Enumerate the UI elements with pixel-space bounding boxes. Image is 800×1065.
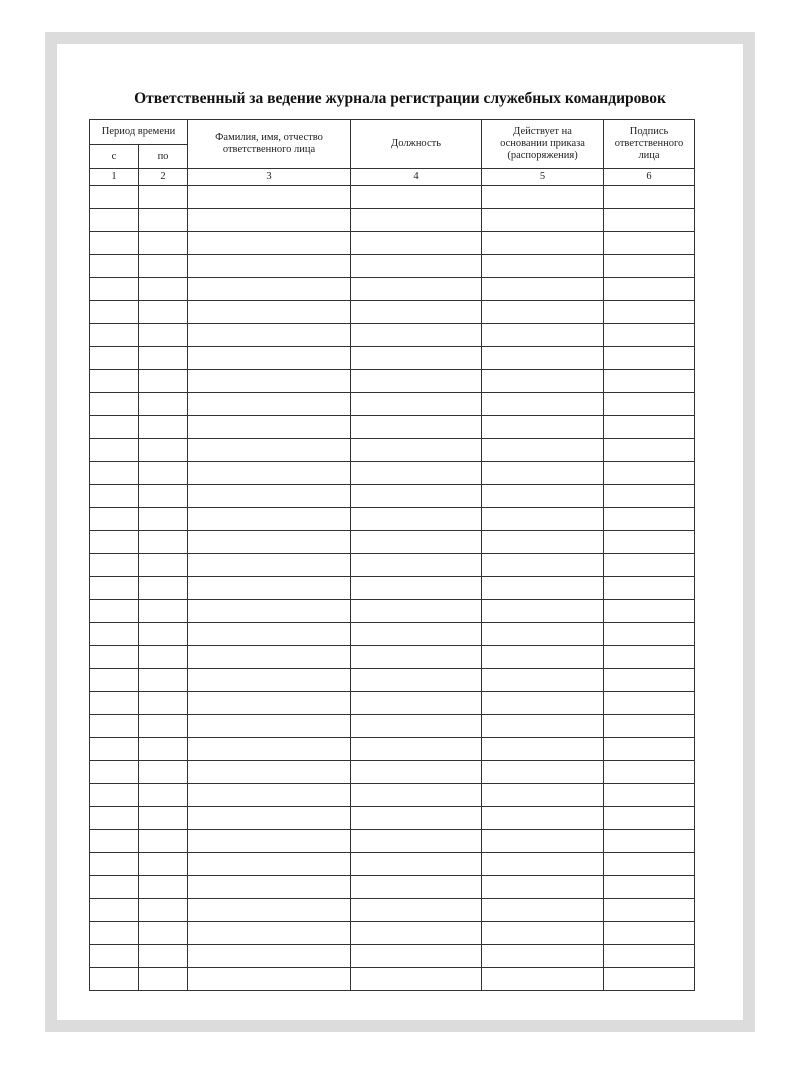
- table-row: [90, 577, 695, 600]
- table-cell: [188, 186, 351, 209]
- table-row: [90, 439, 695, 462]
- table-cell: [90, 209, 139, 232]
- table-cell: [351, 301, 482, 324]
- table-cell: [90, 692, 139, 715]
- table-cell: [188, 807, 351, 830]
- document-sheet: [57, 44, 743, 1020]
- table-cell: [139, 623, 188, 646]
- table-cell: [482, 255, 604, 278]
- table-cell: [188, 968, 351, 991]
- table-cell: [90, 508, 139, 531]
- table-cell: [351, 669, 482, 692]
- page-frame: [45, 32, 755, 1032]
- table-cell: [482, 393, 604, 416]
- table-cell: [90, 945, 139, 968]
- table-row: [90, 347, 695, 370]
- header-name: [188, 120, 351, 169]
- table-cell: [351, 485, 482, 508]
- table-row: [90, 485, 695, 508]
- table-cell: [90, 186, 139, 209]
- table-cell: [482, 485, 604, 508]
- table-cell: [604, 232, 695, 255]
- table-cell: [139, 462, 188, 485]
- column-number: 5: [482, 169, 604, 186]
- header-name-line1: Фамилия, имя, отчество: [215, 132, 323, 143]
- table-cell: [351, 370, 482, 393]
- table-cell: [604, 853, 695, 876]
- table-cell: [139, 508, 188, 531]
- table-cell: [188, 232, 351, 255]
- header-to: по: [139, 145, 188, 169]
- table-cell: [604, 347, 695, 370]
- table-cell: [604, 945, 695, 968]
- table-cell: [139, 876, 188, 899]
- table-row: [90, 761, 695, 784]
- table-cell: [482, 600, 604, 623]
- table-cell: [482, 853, 604, 876]
- table-cell: [482, 554, 604, 577]
- table-cell: [90, 646, 139, 669]
- table-cell: [188, 692, 351, 715]
- header-order-line3: (распоряжения): [507, 150, 578, 161]
- table-row: [90, 232, 695, 255]
- table-row: [90, 324, 695, 347]
- table-cell: [188, 945, 351, 968]
- column-number: 4: [351, 169, 482, 186]
- table-cell: [188, 922, 351, 945]
- table-cell: [90, 830, 139, 853]
- column-number: 2: [139, 169, 188, 186]
- table-cell: [351, 324, 482, 347]
- table-cell: [482, 876, 604, 899]
- table-cell: [351, 232, 482, 255]
- column-number: 3: [188, 169, 351, 186]
- table-cell: [188, 761, 351, 784]
- table-cell: [604, 692, 695, 715]
- column-number-row: [90, 169, 695, 186]
- table-cell: [188, 646, 351, 669]
- table-cell: [351, 899, 482, 922]
- table-cell: [188, 784, 351, 807]
- table-cell: [90, 347, 139, 370]
- table-cell: [188, 278, 351, 301]
- table-cell: [604, 738, 695, 761]
- table-row: [90, 876, 695, 899]
- table-cell: [482, 692, 604, 715]
- table-cell: [139, 439, 188, 462]
- table-cell: [351, 393, 482, 416]
- table-cell: [482, 646, 604, 669]
- table-cell: [351, 462, 482, 485]
- journal-table: [89, 119, 695, 991]
- table-row: [90, 554, 695, 577]
- table-cell: [90, 232, 139, 255]
- table-cell: [188, 209, 351, 232]
- table-cell: [351, 738, 482, 761]
- table-row: [90, 301, 695, 324]
- table-cell: [139, 922, 188, 945]
- table-row: [90, 370, 695, 393]
- table-cell: [90, 922, 139, 945]
- table-cell: [604, 669, 695, 692]
- table-cell: [188, 439, 351, 462]
- table-cell: [188, 462, 351, 485]
- table-cell: [604, 324, 695, 347]
- table-cell: [604, 784, 695, 807]
- table-cell: [482, 416, 604, 439]
- header-from: с: [90, 145, 139, 169]
- table-cell: [482, 531, 604, 554]
- table-cell: [604, 623, 695, 646]
- column-number: 1: [90, 169, 139, 186]
- table-cell: [139, 600, 188, 623]
- table-cell: [351, 853, 482, 876]
- table-cell: [139, 830, 188, 853]
- table-cell: [351, 646, 482, 669]
- table-cell: [188, 600, 351, 623]
- table-cell: [482, 623, 604, 646]
- table-row: [90, 922, 695, 945]
- table-cell: [351, 416, 482, 439]
- table-cell: [604, 646, 695, 669]
- table-cell: [351, 600, 482, 623]
- table-row: [90, 968, 695, 991]
- table-row: [90, 462, 695, 485]
- table-row: [90, 278, 695, 301]
- table-cell: [604, 485, 695, 508]
- table-row: [90, 807, 695, 830]
- table-cell: [139, 255, 188, 278]
- table-cell: [188, 485, 351, 508]
- table-cell: [604, 899, 695, 922]
- table-row: [90, 738, 695, 761]
- table-row: [90, 416, 695, 439]
- table-cell: [482, 669, 604, 692]
- table-cell: [482, 232, 604, 255]
- table-cell: [188, 416, 351, 439]
- table-cell: [351, 692, 482, 715]
- table-cell: [139, 807, 188, 830]
- table-cell: [139, 899, 188, 922]
- table-cell: [90, 876, 139, 899]
- table-cell: [482, 784, 604, 807]
- table-row: [90, 646, 695, 669]
- table-cell: [139, 416, 188, 439]
- table-cell: [90, 439, 139, 462]
- table-cell: [188, 255, 351, 278]
- table-cell: [604, 278, 695, 301]
- header-period: Период времени: [90, 120, 188, 145]
- table-cell: [90, 531, 139, 554]
- table-cell: [188, 324, 351, 347]
- table-cell: [482, 577, 604, 600]
- table-cell: [139, 278, 188, 301]
- table-cell: [482, 186, 604, 209]
- table-cell: [90, 301, 139, 324]
- table-cell: [351, 186, 482, 209]
- table-cell: [604, 761, 695, 784]
- header-signature-line3: лица: [638, 150, 660, 161]
- table-row: [90, 508, 695, 531]
- table-cell: [188, 577, 351, 600]
- table-cell: [482, 761, 604, 784]
- table-cell: [351, 807, 482, 830]
- table-cell: [351, 761, 482, 784]
- table-cell: [139, 715, 188, 738]
- table-cell: [482, 370, 604, 393]
- table-cell: [90, 899, 139, 922]
- table-cell: [188, 738, 351, 761]
- journal-body: [90, 186, 695, 991]
- table-cell: [188, 853, 351, 876]
- table-cell: [188, 531, 351, 554]
- table-cell: [351, 278, 482, 301]
- table-cell: [604, 301, 695, 324]
- table-row: [90, 669, 695, 692]
- header-order-line2: основании приказа: [500, 138, 585, 149]
- table-row: [90, 853, 695, 876]
- header-signature: [604, 120, 695, 169]
- table-cell: [90, 669, 139, 692]
- table-cell: [482, 738, 604, 761]
- table-cell: [351, 577, 482, 600]
- table-cell: [139, 692, 188, 715]
- table-cell: [139, 209, 188, 232]
- table-cell: [351, 715, 482, 738]
- table-cell: [351, 876, 482, 899]
- header-order: [482, 120, 604, 169]
- table-cell: [604, 508, 695, 531]
- table-row: [90, 255, 695, 278]
- table-cell: [139, 784, 188, 807]
- table-cell: [604, 416, 695, 439]
- table-cell: [139, 853, 188, 876]
- table-cell: [139, 393, 188, 416]
- table-cell: [188, 830, 351, 853]
- table-cell: [351, 439, 482, 462]
- table-cell: [351, 347, 482, 370]
- table-cell: [139, 347, 188, 370]
- table-cell: [482, 439, 604, 462]
- table-cell: [139, 945, 188, 968]
- header-position: Должность: [351, 120, 482, 169]
- table-cell: [90, 554, 139, 577]
- table-cell: [90, 807, 139, 830]
- table-cell: [604, 600, 695, 623]
- table-cell: [482, 945, 604, 968]
- table-cell: [482, 715, 604, 738]
- table-cell: [604, 577, 695, 600]
- table-cell: [188, 715, 351, 738]
- table-cell: [139, 485, 188, 508]
- table-cell: [139, 968, 188, 991]
- table-cell: [139, 324, 188, 347]
- table-cell: [188, 876, 351, 899]
- header-signature-line1: Подпись: [629, 126, 669, 137]
- table-cell: [139, 554, 188, 577]
- table-cell: [139, 577, 188, 600]
- table-cell: [604, 968, 695, 991]
- table-row: [90, 623, 695, 646]
- table-cell: [604, 830, 695, 853]
- table-cell: [90, 485, 139, 508]
- table-cell: [139, 669, 188, 692]
- table-row: [90, 715, 695, 738]
- table-cell: [482, 807, 604, 830]
- table-cell: [188, 301, 351, 324]
- table-cell: [90, 278, 139, 301]
- header-order-line1: Действует на: [513, 126, 572, 137]
- table-cell: [482, 462, 604, 485]
- table-cell: [604, 462, 695, 485]
- table-row: [90, 784, 695, 807]
- table-cell: [188, 554, 351, 577]
- table-cell: [604, 255, 695, 278]
- table-cell: [604, 186, 695, 209]
- table-cell: [90, 623, 139, 646]
- table-row: [90, 531, 695, 554]
- table-cell: [139, 531, 188, 554]
- table-cell: [351, 968, 482, 991]
- table-cell: [482, 922, 604, 945]
- document-title: Ответственный за ведение журнала регистрации служебных командировок: [134, 90, 666, 107]
- table-cell: [482, 347, 604, 370]
- table-row: [90, 393, 695, 416]
- table-cell: [604, 393, 695, 416]
- table-cell: [604, 531, 695, 554]
- table-row: [90, 830, 695, 853]
- table-cell: [482, 278, 604, 301]
- table-cell: [188, 623, 351, 646]
- table-cell: [604, 876, 695, 899]
- table-cell: [139, 646, 188, 669]
- table-cell: [604, 715, 695, 738]
- table-row: [90, 186, 695, 209]
- table-cell: [188, 508, 351, 531]
- table-cell: [90, 416, 139, 439]
- table-cell: [139, 761, 188, 784]
- table-cell: [482, 301, 604, 324]
- table-cell: [188, 899, 351, 922]
- table-row: [90, 600, 695, 623]
- table-cell: [482, 968, 604, 991]
- table-cell: [90, 761, 139, 784]
- table-cell: [90, 370, 139, 393]
- table-cell: [351, 554, 482, 577]
- table-cell: [604, 439, 695, 462]
- table-cell: [482, 899, 604, 922]
- table-cell: [351, 623, 482, 646]
- table-cell: [90, 462, 139, 485]
- table-row: [90, 899, 695, 922]
- table-cell: [188, 370, 351, 393]
- table-cell: [604, 209, 695, 232]
- table-cell: [482, 830, 604, 853]
- header-name-line2: ответственного лица: [222, 144, 316, 155]
- table-cell: [188, 393, 351, 416]
- table-cell: [90, 393, 139, 416]
- table-cell: [139, 370, 188, 393]
- table-cell: [90, 968, 139, 991]
- table-cell: [90, 577, 139, 600]
- table-row: [90, 945, 695, 968]
- table-cell: [482, 209, 604, 232]
- table-cell: [139, 186, 188, 209]
- table-cell: [351, 255, 482, 278]
- table-cell: [351, 945, 482, 968]
- table-cell: [351, 922, 482, 945]
- table-cell: [351, 209, 482, 232]
- table-cell: [90, 853, 139, 876]
- table-cell: [188, 347, 351, 370]
- table-cell: [604, 922, 695, 945]
- table-cell: [90, 324, 139, 347]
- table-cell: [604, 370, 695, 393]
- table-row: [90, 692, 695, 715]
- header-signature-line2: ответственного: [614, 138, 684, 149]
- table-cell: [351, 531, 482, 554]
- table-cell: [90, 600, 139, 623]
- table-cell: [351, 830, 482, 853]
- table-cell: [90, 715, 139, 738]
- table-cell: [90, 738, 139, 761]
- table-cell: [482, 508, 604, 531]
- table-cell: [90, 255, 139, 278]
- table-cell: [139, 232, 188, 255]
- table-row: [90, 209, 695, 232]
- table-cell: [604, 807, 695, 830]
- column-number: 6: [604, 169, 695, 186]
- table-cell: [604, 554, 695, 577]
- table-cell: [351, 784, 482, 807]
- table-cell: [188, 669, 351, 692]
- table-cell: [139, 738, 188, 761]
- table-cell: [482, 324, 604, 347]
- table-cell: [90, 784, 139, 807]
- table-cell: [139, 301, 188, 324]
- table-cell: [351, 508, 482, 531]
